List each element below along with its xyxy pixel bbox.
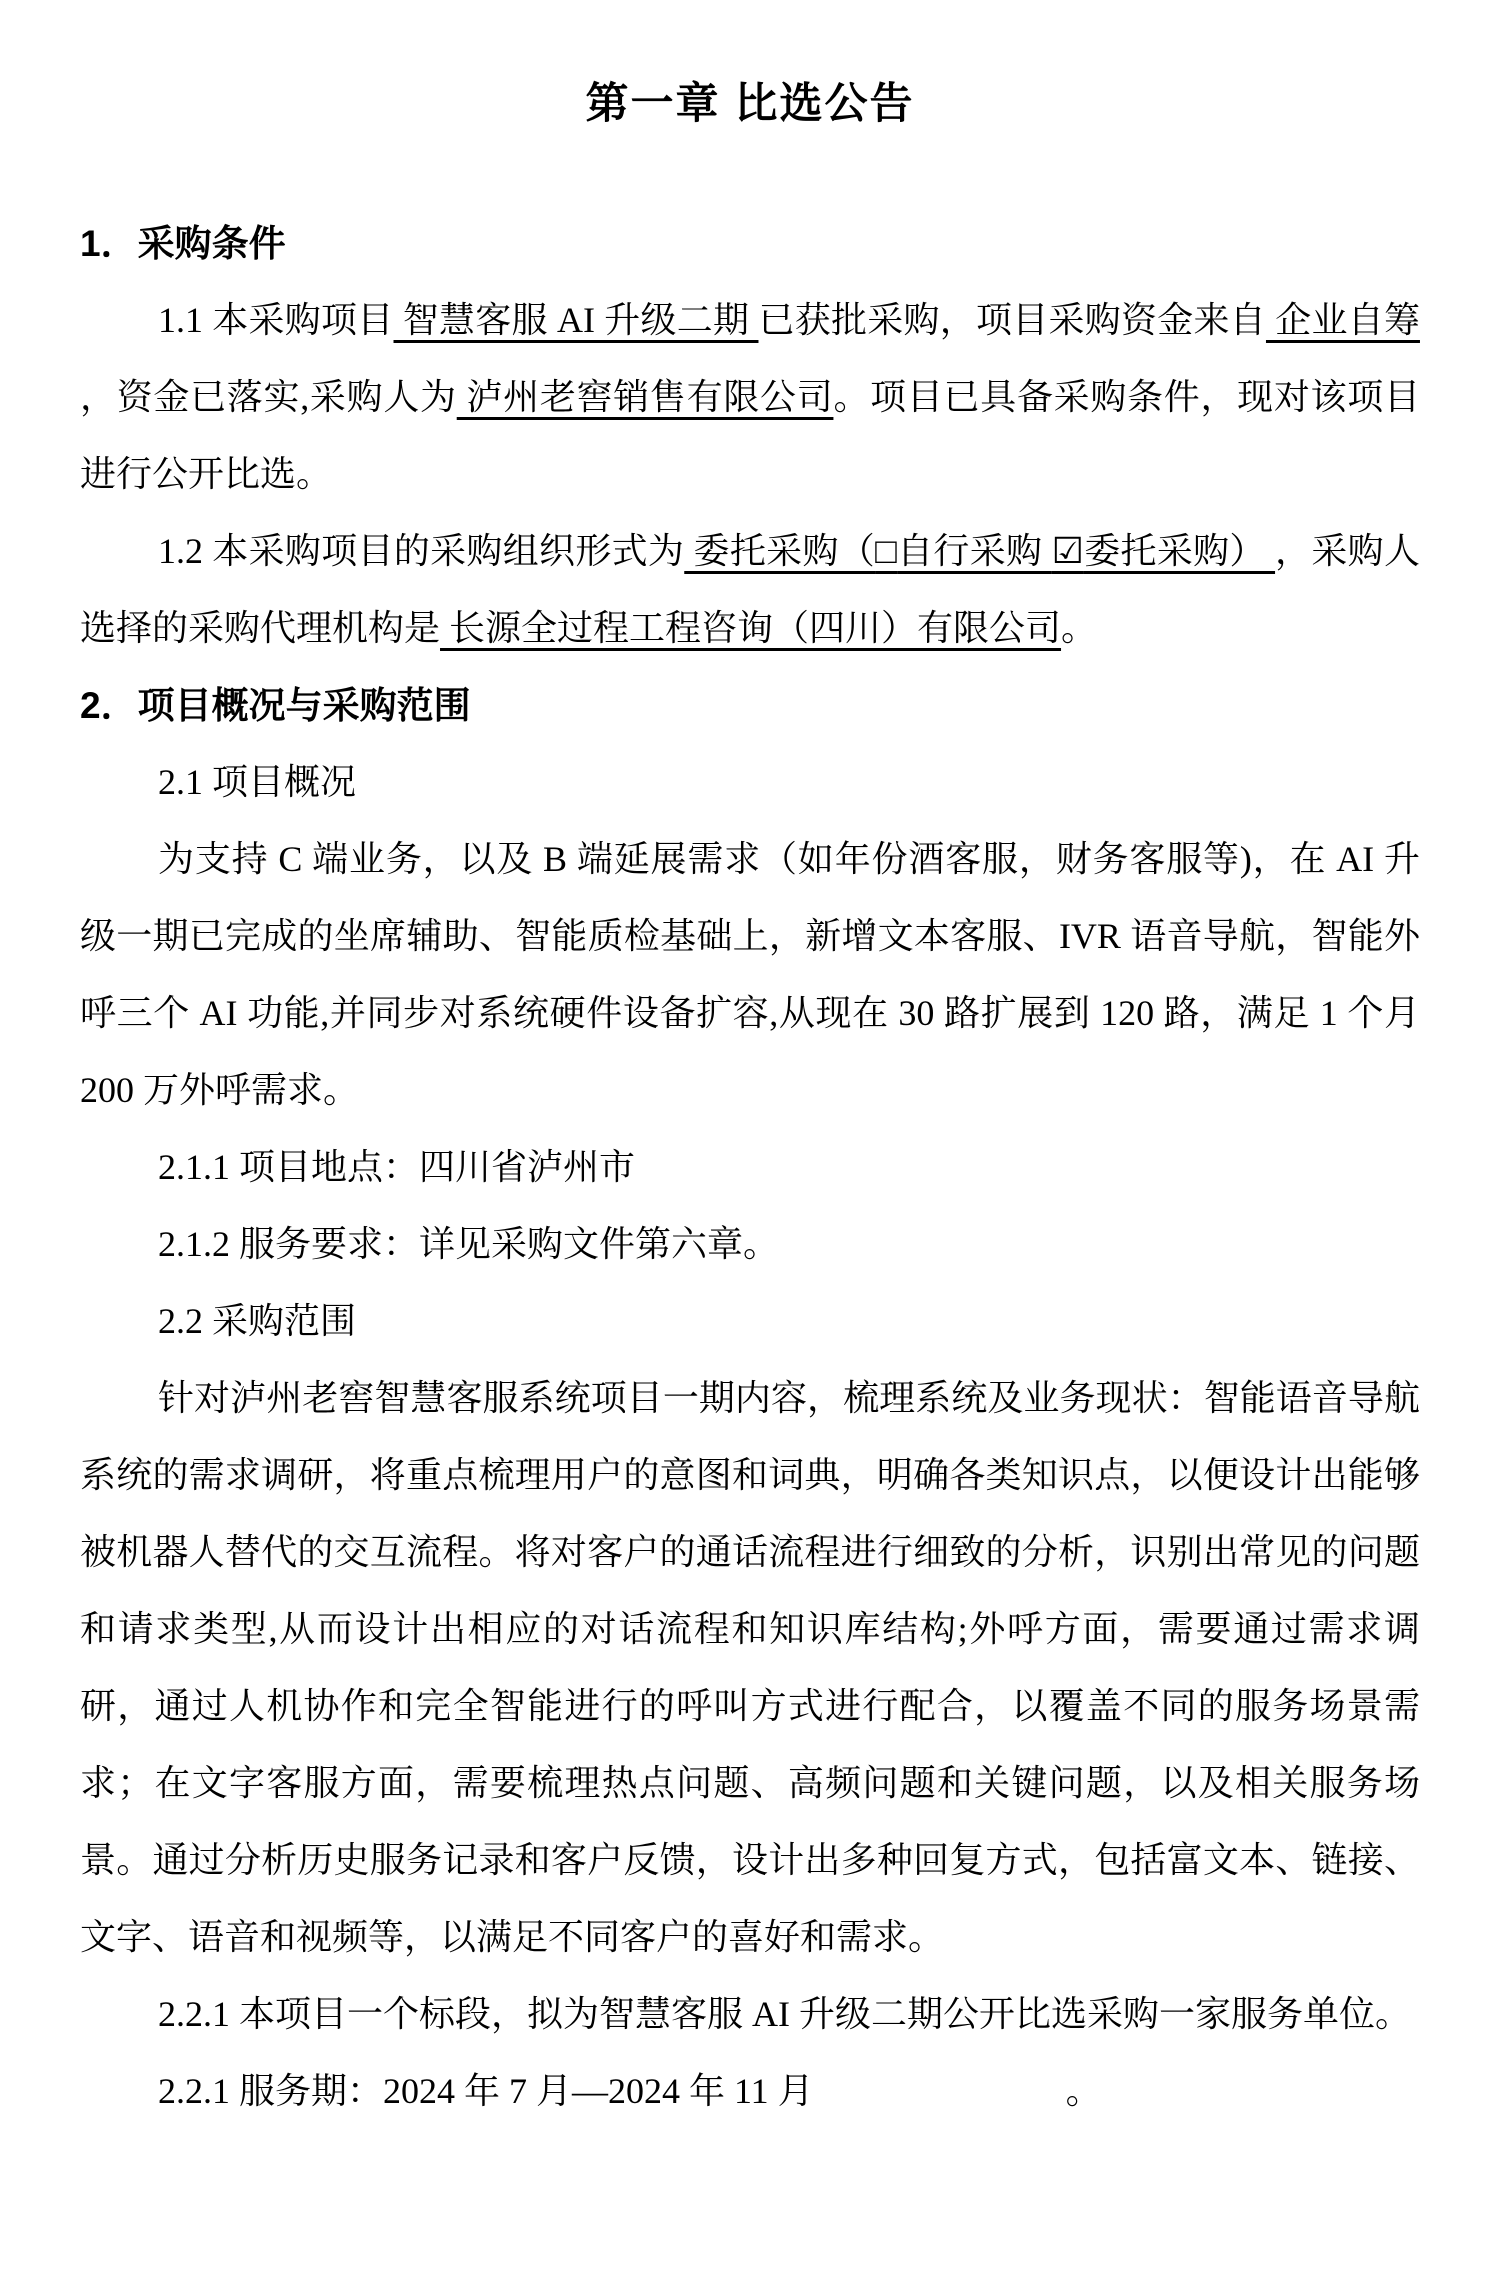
paragraph-2-2-1-lot: 2.2.1 本项目一个标段，拟为智慧客服 AI 升级二期公开比选采购一家服务单位。 (158, 1994, 1411, 2034)
text-run: 1.2 本采购项目的采购组织形式为 (158, 531, 685, 571)
procurement-form-field: 委托采购（ (684, 531, 876, 571)
text-run: 。项目已具备采购条件，现对该项目进行公开比选。 (80, 377, 1420, 494)
text-run: 。 (1061, 608, 1098, 648)
text-run: ，资金已落实,采购人为 (80, 377, 457, 417)
checkbox-checked-icon: ☑ (1051, 531, 1084, 571)
procurement-form-field: 委托采购） (1083, 531, 1276, 571)
text-run: 已获批采购，项目采购资金来自 (758, 300, 1266, 340)
purchaser-field: 泸州老窖销售有限公司 (456, 377, 834, 417)
agency-field: 长源全过程工程咨询（四川）有限公司 (440, 608, 1062, 648)
paragraph-2-1-2-service-requirements: 2.1.2 服务要求：详见采购文件第六章。 (158, 1224, 780, 1264)
text-run: 1.1 本采购项目 (158, 300, 394, 340)
paragraph-2-1-1-location: 2.1.1 项目地点：四川省泸州市 (158, 1147, 636, 1187)
project-name-field: 智慧客服 AI 升级二期 (393, 300, 759, 340)
paragraph-2-1-overview: 为支持 C 端业务，以及 B 端延展需求（如年份酒客服，财务客服等)，在 AI 升级一期已完成的坐席辅助、智能质检基础上，新增文本客服、IVR 语音导航，智能外呼三个 AI 功能,并同步对系统硬件设备扩容,从现在 30 路扩展到 120 路，满足 1 个月 200 万外呼需求。 (80, 839, 1420, 1110)
section-1-heading: 1．采购条件 (80, 223, 286, 264)
section-2-heading: 2．项目概况与采购范围 (80, 685, 471, 726)
checkbox-unchecked-icon: □ (875, 531, 898, 571)
paragraph-1-1 (80, 282, 1420, 513)
heading-2-1: 2.1 项目概况 (158, 762, 357, 802)
heading-2-2: 2.2 采购范围 (158, 1301, 357, 1341)
paragraph-service-period: 2.2.1 服务期：2024 年 7 月—2024 年 11 月 。 (158, 2071, 1102, 2111)
funding-source-field: 企业自筹 (1265, 300, 1420, 340)
text-run: ，采购人选择的采购代理机构是 (80, 531, 1420, 648)
chapter-title: 第一章 比选公告 (585, 80, 915, 128)
paragraph-2-2-scope: 针对泸州老窖智慧客服系统项目一期内容，梳理系统及业务现状：智能语音导航系统的需求调研，将重点梳理用户的意图和词典，明确各类知识点，以便设计出能够被机器人替代的交互流程。将对客户的通话流程进行细致的分析，识别出常见的问题和请求类型,从而设计出相应的对话流程和知识库结构;外呼方面，需要通过需求调研，通过人机协作和完全智能进行的呼叫方式进行配合，以覆盖不同的服务场景需求；在文字客服方面，需要梳理热点问题、高频问题和关键问题，以及相关服务场景。通过分析历史服务记录和客户反馈，设计出多种回复方式，包括富文本、链接、文字、语音和视频等，以满足不同客户的喜好和需求。 (80, 1378, 1420, 1957)
paragraph-1-2 (80, 513, 1420, 667)
procurement-form-field: 自行采购 (897, 531, 1052, 571)
